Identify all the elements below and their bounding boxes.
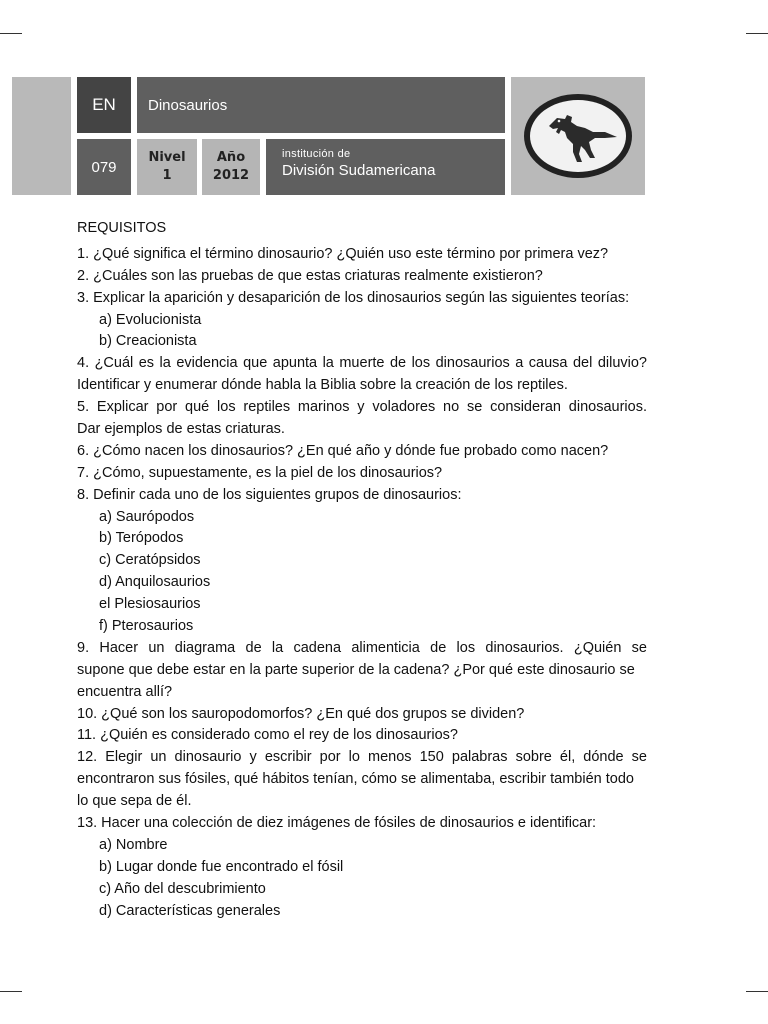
- level-value: 1: [162, 168, 172, 183]
- list-item: 11. ¿Quién es considerado como el rey de los dinosaurios?: [77, 727, 458, 744]
- list-item: 5. Explicar por qué los reptiles marinos y voladores no se consideran dinosaurios.: [77, 399, 647, 416]
- list-item: 4. ¿Cuál es la evidencia que apunta la muerte de los dinosaurios a causa del diluvio?: [77, 355, 647, 372]
- header-side-block: [12, 77, 71, 195]
- crop-mark-top-right: [746, 33, 768, 34]
- requirements-document: [77, 213, 647, 923]
- list-item: 6. ¿Cómo nacen los dinosaurios? ¿En qué año y dónde fue probado como nacen?: [77, 442, 609, 459]
- list-item: 3. Explicar la aparición y desaparición de los dinosaurios según las siguientes teorías:: [77, 289, 630, 306]
- year-label: Año: [216, 150, 246, 165]
- list-subitem: a) Nombre: [99, 836, 168, 853]
- institution-label: institución de: [282, 148, 351, 160]
- list-subitem: b) Creacionista: [99, 333, 197, 350]
- list-item: 8. Definir cada uno de los siguientes grupos de dinosaurios:: [77, 486, 462, 503]
- list-item: lo que sepa de él.: [77, 793, 192, 810]
- institution-name: División Sudamericana: [282, 162, 436, 179]
- list-item: supone que debe estar en la parte superior de la cadena? ¿Por qué este dinosaurio se: [77, 661, 635, 678]
- list-subitem: d) Anquilosaurios: [99, 574, 211, 591]
- list-item: 12. Elegir un dinosaurio y escribir por lo menos 150 palabras sobre él, dónde se: [77, 749, 647, 766]
- list-subitem: c) Ceratópsidos: [99, 552, 201, 569]
- requirements-list: [77, 244, 647, 923]
- list-item: encontraron sus fósiles, qué hábitos tenían, cómo se alimentaba, escribir también todo: [77, 771, 634, 788]
- crop-mark-top-left: [0, 33, 22, 34]
- list-subitem: b) Lugar donde fue encontrado el fósil: [99, 858, 344, 875]
- list-subitem: el Plesiosaurios: [99, 596, 201, 613]
- list-item: 2. ¿Cuáles son las pruebas de que estas criaturas realmente existieron?: [77, 267, 543, 284]
- year-value: 2012: [212, 168, 250, 183]
- honor-number: 079: [77, 139, 131, 195]
- page-title-bar: [137, 77, 505, 133]
- list-item: 7. ¿Cómo, supuestamente, es la piel de los dinosaurios?: [77, 464, 443, 481]
- list-subitem: f) Pterosaurios: [99, 618, 194, 635]
- logo-panel: [511, 77, 645, 195]
- crop-mark-bottom-right: [746, 991, 768, 992]
- list-item: 10. ¿Qué son los sauropodomorfos? ¿En qué dos grupos se dividen?: [77, 705, 525, 722]
- list-item: 1. ¿Qué significa el término dinosaurio? ¿Quién uso este término por primera vez?: [77, 245, 609, 262]
- list-item: 9. Hacer un diagrama de la cadena alimenticia de los dinosaurios. ¿Quién se: [77, 639, 647, 656]
- level-label: Nivel: [148, 150, 186, 165]
- crop-mark-bottom-left: [0, 991, 22, 992]
- year-box: [202, 139, 260, 195]
- list-subitem: a) Evolucionista: [99, 311, 202, 328]
- list-item: Dar ejemplos de estas criaturas.: [77, 421, 285, 438]
- list-item: Identificar y enumerar dónde habla la Biblia sobre la creación de los reptiles.: [77, 377, 568, 394]
- requirements-heading: REQUISITOS: [77, 220, 167, 236]
- list-subitem: d) Características generales: [99, 902, 281, 919]
- list-item: encuentra allí?: [77, 683, 173, 700]
- institution-box: [266, 139, 505, 195]
- dinosaur-emblem-icon: [519, 88, 637, 184]
- level-box: [137, 139, 197, 195]
- list-subitem: a) Saurópodos: [99, 508, 195, 525]
- list-subitem: c) Año del descubrimiento: [99, 880, 266, 897]
- list-item: 13. Hacer una colección de diez imágenes de fósiles de dinosaurios e identificar:: [77, 815, 597, 832]
- list-subitem: b) Terópodos: [99, 530, 184, 547]
- language-badge: EN: [77, 77, 131, 133]
- page-title: Dinosaurios: [148, 96, 228, 114]
